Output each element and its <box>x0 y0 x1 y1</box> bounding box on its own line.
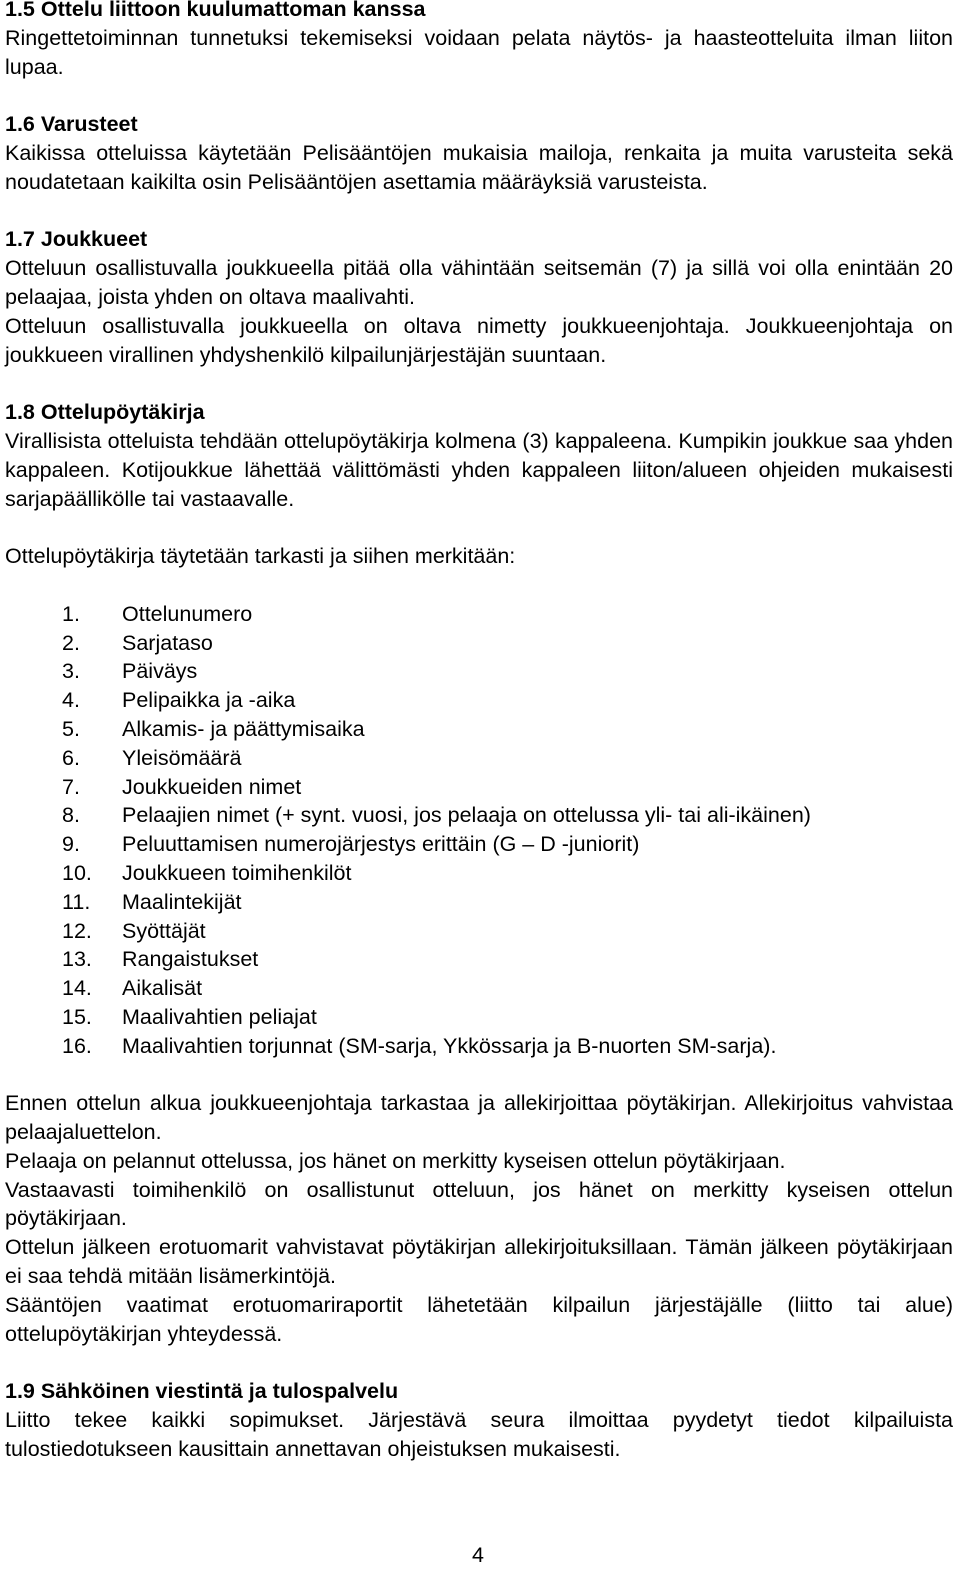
list-item <box>5 974 953 1003</box>
list-item <box>5 715 953 744</box>
paragraph: Ringettetoiminnan tunnetuksi tekemiseksi voidaan pelata näytös- ja haasteotteluita ilman liiton lupaa. <box>5 25 953 79</box>
paragraph: Otteluun osallistuvalla joukkueella pitää olla vähintään seitsemän (7) ja sillä voi olla enintään 20 pelaajaa, joista yhden on oltava maalivahti. <box>5 256 953 309</box>
paragraph: Pelaaja on pelannut ottelussa, jos hänet on merkitty kyseisen ottelun pöytäkirjaan. <box>5 1148 786 1173</box>
list-item-number: 13. <box>62 947 92 972</box>
list-item-text: Ottelunumero <box>122 601 253 626</box>
list-item <box>5 1003 953 1032</box>
list-item-number: 4. <box>62 688 80 713</box>
section-1-7 <box>5 225 953 369</box>
section-1-5 <box>5 0 953 81</box>
list-item <box>5 917 953 946</box>
section-heading: 1.5 Ottelu liittoon kuulumattoman kanssa <box>5 0 426 21</box>
list-item <box>5 801 953 830</box>
section-1-6 <box>5 110 953 196</box>
paragraph: Liitto tekee kaikki sopimukset. Järjestävä seura ilmoittaa pyydetyt tiedot kilpailuista tulostiedotukseen kausittain annettavan ohjeistuksen mukaisesti. <box>5 1408 953 1461</box>
list-item <box>5 629 953 658</box>
list-item-text: Päiväys <box>122 659 198 684</box>
list-item <box>5 945 953 974</box>
list-item-text: Alkamis- ja päättymisaika <box>122 716 365 741</box>
list-item-text: Syöttäjät <box>122 918 206 943</box>
list-item <box>5 600 953 629</box>
list-item-text: Joukkueen toimihenkilöt <box>122 860 352 885</box>
list-item-number: 1. <box>62 601 80 626</box>
section-heading: 1.6 Varusteet <box>5 112 138 137</box>
list-item <box>5 888 953 917</box>
list-item <box>5 744 953 773</box>
paragraph: Ottelun jälkeen erotuomarit vahvistavat pöytäkirjan allekirjoituksillaan. Tämän jälkeen pöytäkirjaan ei saa tehdä mitään lisämerkintöjä. <box>5 1235 953 1289</box>
list-item-text: Pelaajien nimet (+ synt. vuosi, jos pelaaja on ottelussa yli- tai ali-ikäinen) <box>122 803 811 828</box>
list-item <box>5 773 953 802</box>
list-item-text: Maalivahtien torjunnat (SM-sarja, Ykkössarja ja B-nuorten SM-sarja). <box>122 1033 777 1058</box>
list-item-text: Yleisömäärä <box>122 745 242 770</box>
paragraph: Ennen ottelun alkua joukkueenjohtaja tarkastaa ja allekirjoittaa pöytäkirjan. Allekirjoitus vahvistaa pelaajaluettelon. <box>5 1091 953 1145</box>
list-item-text: Maalivahtien peliajat <box>122 1004 317 1029</box>
list-item-number: 10. <box>62 860 92 885</box>
list-item-number: 16. <box>62 1033 92 1058</box>
list-item-number: 6. <box>62 745 80 770</box>
list-item <box>5 859 953 888</box>
list-item-text: Pelipaikka ja -aika <box>122 688 296 713</box>
list-item <box>5 1032 953 1061</box>
paragraph: Vastaavasti toimihenkilö on osallistunut otteluun, jos hänet on merkitty kyseisen ottelun pöytäkirjaan. <box>5 1177 953 1231</box>
list-item-number: 5. <box>62 716 80 741</box>
list-item-text: Joukkueiden nimet <box>122 774 302 799</box>
record-fields-list <box>5 600 953 1061</box>
document-page <box>5 0 953 1464</box>
paragraph: Sääntöjen vaatimat erotuomariraportit lähetetään kilpailun järjestäjälle (liitto tai alue) ottelupöytäkirjan yhteydessä. <box>5 1292 953 1346</box>
list-item-number: 14. <box>62 976 92 1001</box>
section-heading: 1.8 Ottelupöytäkirja <box>5 400 205 425</box>
paragraph: Otteluun osallistuvalla joukkueella on oltava nimetty joukkueenjohtaja. Joukkueenjohtaja on joukkueen virallinen yhdyshenkilö kilpailunjärjestäjän suuntaan. <box>5 313 953 367</box>
paragraph: Virallisista otteluista tehdään ottelupöytäkirja kolmena (3) kappaleena. Kumpikin joukkue saa yhden kappaleen. Kotijoukkue lähettää välittömästi yhden kappaleen liiton/alueen ohjeiden mukaisesti sarjapäällikölle tai vastaavalle. <box>5 428 953 511</box>
section-1-8 <box>5 398 953 1348</box>
list-item <box>5 830 953 859</box>
section-heading: 1.9 Sähköinen viestintä ja tulospalvelu <box>5 1379 399 1404</box>
list-item-number: 8. <box>62 803 80 828</box>
paragraph: Kaikissa otteluissa käytetään Pelisääntöjen mukaisia mailoja, renkaita ja muita varusteita sekä noudatetaan kaikilta osin Pelisääntöjen asettamia määräyksiä varusteista. <box>5 140 953 194</box>
list-item-number: 11. <box>62 889 91 914</box>
list-item-number: 3. <box>62 659 80 684</box>
list-item-number: 15. <box>62 1004 92 1029</box>
list-item-number: 2. <box>62 630 80 655</box>
list-item-number: 12. <box>62 918 92 943</box>
list-item-text: Aikalisät <box>122 976 203 1001</box>
list-item <box>5 657 953 686</box>
list-item-text: Maalintekijät <box>122 889 242 914</box>
list-item-text: Rangaistukset <box>122 947 259 972</box>
list-intro: Ottelupöytäkirja täytetään tarkasti ja siihen merkitään: <box>5 544 516 569</box>
list-item-number: 9. <box>62 832 80 857</box>
section-heading: 1.7 Joukkueet <box>5 227 148 252</box>
list-item-text: Sarjataso <box>122 630 213 655</box>
list-item-number: 7. <box>62 774 80 799</box>
list-item <box>5 686 953 715</box>
page-number: 4 <box>472 1543 484 1567</box>
section-1-9 <box>5 1377 953 1463</box>
list-item-text: Peluuttamisen numerojärjestys erittäin (G – D -juniorit) <box>122 832 640 857</box>
